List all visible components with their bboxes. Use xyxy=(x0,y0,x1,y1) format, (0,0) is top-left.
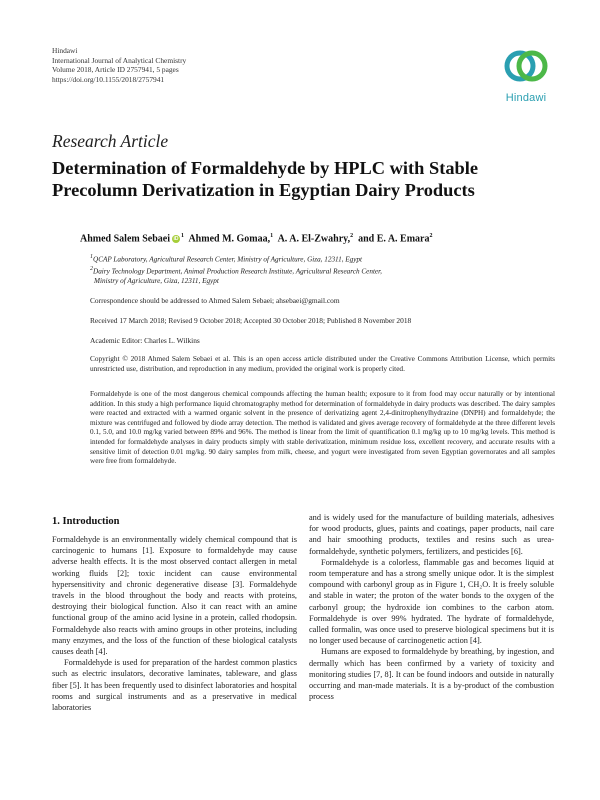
article-type: Research Article xyxy=(52,131,169,151)
affiliation-text: QCAP Laboratory, Agricultural Research Center, Ministry of Agriculture, Giza, 12311, Egypt xyxy=(93,255,363,264)
hindawi-rings-icon xyxy=(496,42,556,92)
paper-title xyxy=(52,157,552,201)
affiliation-2 xyxy=(90,265,382,277)
academic-editor: Academic Editor: Charles L. Wilkins xyxy=(90,336,200,345)
journal-header xyxy=(52,46,186,84)
journal-name: International Journal of Analytical Chemistry xyxy=(52,55,187,65)
affiliation-num: 2 xyxy=(90,266,93,272)
paragraph: Formaldehyde is used for preparation of the hardest common plastics such as electric insulators, decorative laminates, tableware, and glass fiber [5]. It has been frequently used to disinfect laboratories and hospital rooms and surgical instruments and as a preservative in medical laboratories xyxy=(52,658,297,713)
logo-text: Hindawi xyxy=(505,92,547,104)
publisher-name: Hindawi xyxy=(52,46,78,55)
correspondence: Correspondence should be addressed to Ahmed Salem Sebaei; ahsebaei@gmail.com xyxy=(90,296,340,305)
author-name[interactable]: A. A. El-Zwahry, xyxy=(277,233,351,245)
body-column-left xyxy=(52,534,297,713)
title-line-2: Precolumn Derivatization in Egyptian Dairy Products xyxy=(52,180,475,200)
publication-dates: Received 17 March 2018; Revised 9 October 2018; Accepted 30 October 2018; Published 8 November 2018 xyxy=(90,316,412,325)
author-affil-sup: 1 xyxy=(270,233,274,239)
paragraph: and is widely used for the manufacture of building materials, adhesives for wood products, glues, paints and coatings, paper products, nail care and hair smoothing products, textiles and resins such as urea-formaldehyde, synthetic polymers, fertilizers, and pesticides [6]. xyxy=(309,513,554,556)
paragraph: Humans are exposed to formaldehyde by breathing, by ingestion, and dermally which has been confirmed by a variety of toxicity and monitoring studies [7, 8]. It can be found indoors and outside in naturally occurring and man-made materials. It is a by-product of the combustion process xyxy=(309,647,554,702)
author-list xyxy=(80,233,433,244)
author-name[interactable]: Ahmed Salem Sebaei xyxy=(80,233,170,245)
affiliation-num: 1 xyxy=(90,254,93,260)
doi-link[interactable]: https://doi.org/10.1155/2018/2757941 xyxy=(52,74,165,84)
abstract: Formaldehyde is one of the most dangerous chemical compounds affecting the human health; exposure to it from food may occur naturally or by intentional addition. In this study a high performance liquid chromatography method for determination of formaldehyde in dairy products was described. The dairy samples were reacted and extracted with a warmed organic solvent in the presence of derivatizing agent 2,4-dinitrophenylhydrazine (DNPH) and formaldehyde; the mixture was centrifuged and followed by diode array detection. The method is validated and gives average recovery of formaldehyde at the three different levels 0.1, 5.0, and 10.0 mg/kg varied between 89% and 96%. The method is linear from the limit of quantification 0.1 mg/kg up to 10 mg/kg levels. This method is intended for formaldehyde analyses in dairy products simply with stable derivatization, minimum residue loss, excellent recovery, and accurate results with a sensitive limit of detection 0.01 mg/kg. 90 dairy samples from milk, cheese, and yogurt were investigated from seven Egyptian governorates and all samples were free from formaldehyde. xyxy=(90,390,555,466)
paragraph: Formaldehyde is an environmentally widely chemical compound that is carcinogenic to humans [1]. Exposure to formaldehyde may cause adverse health effects. It is the most observed contact allergen in metal working fluids [2]; toxic incident can cause environmental hypersensitivity and chronic degenerative disease [3]. Formaldehyde travels in the blood throughout the body and reacts with proteins, destroying their biological function. Also it can react with an amine functional group of the amino acid lysine in a protein, called rhodopsin. Formaldehyde also reacts with amino groups in other proteins, including many enzymes, and the loss of the function of these biological catalysts causes death [4]. xyxy=(52,535,297,657)
affiliation-2-cont xyxy=(94,277,219,287)
title-line-1: Determination of Formaldehyde by HPLC with Stable xyxy=(52,158,479,178)
author-affil-sup: 2 xyxy=(429,233,433,239)
affiliation-1 xyxy=(90,253,362,265)
orcid-icon[interactable]: iD xyxy=(173,236,179,243)
copyright-notice: Copyright © 2018 Ahmed Salem Sebaei et al. This is an open access article distributed under the Creative Commons Attribution License, which permits unrestricted use, distribution, and reproduction in any medium, provided the original work is properly cited. xyxy=(90,354,555,373)
body-column-right xyxy=(309,512,554,702)
affiliation-text: Dairy Technology Department, Animal Production Research Institute, Agricultural Research Center, xyxy=(93,267,382,276)
author-affil-sup: 2 xyxy=(350,233,354,239)
affiliation-text: Ministry of Agriculture, Giza, 12311, Egypt xyxy=(94,277,219,285)
author-affil-sup: 1 xyxy=(181,233,184,239)
paragraph: Formaldehyde is a colorless, flammable gas and becomes liquid at room temperature and has a strong smelly unique odor. It is the simplest compound with carbonyl group as in Figure 1, CH₂O. It is freely soluble and stable in water; the proton of the water bonds to the oxygen of the carbonyl group; the hydroxide ion combines to the carbon atom. Formaldehyde is over 99% hydrated. The hydrate of formaldehyde, called formalin, was once used to preserve biological specimens but it is no longer used because of carcinogenetic action [4]. xyxy=(309,557,554,646)
section-heading: 1. Introduction xyxy=(52,516,120,527)
author-name[interactable]: Ahmed M. Gomaa, xyxy=(188,233,271,245)
author-name[interactable]: and E. A. Emara xyxy=(358,233,430,245)
volume-info: Volume 2018, Article ID 2757941, 5 pages xyxy=(52,65,179,75)
hindawi-logo xyxy=(496,42,556,108)
